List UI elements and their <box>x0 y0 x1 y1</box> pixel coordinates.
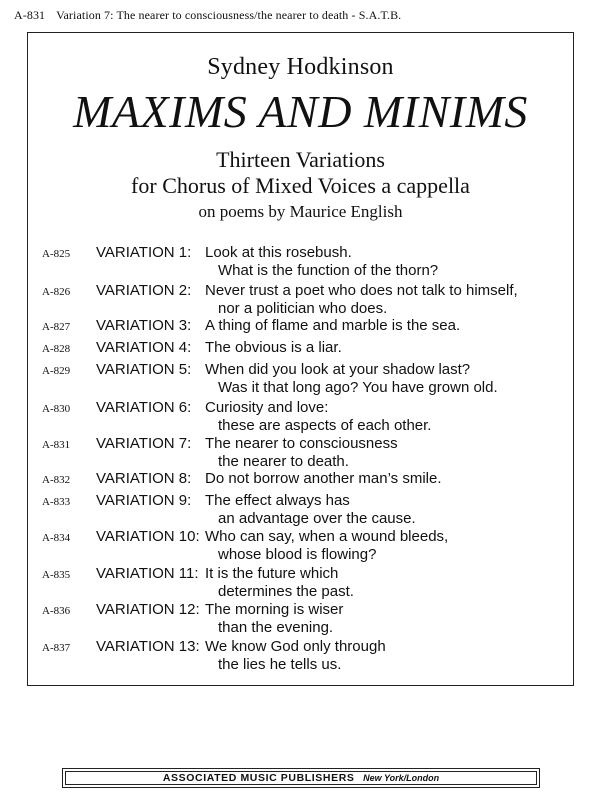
poet-credit: on poems by Maurice English <box>198 202 403 221</box>
variation-label: VARIATION 9: <box>96 492 192 509</box>
variation-text-line-1: We know God only through <box>205 638 386 655</box>
variation-label: VARIATION 8: <box>96 470 192 487</box>
variation-text-line-1: Who can say, when a wound bleeds, <box>205 528 449 545</box>
variation-label: VARIATION 7: <box>96 435 192 452</box>
work-title: MAXIMS AND MINIMS <box>73 86 528 137</box>
variation-label: VARIATION 12: <box>96 601 200 618</box>
variation-text-line-1: The obvious is a liar. <box>205 339 342 356</box>
catalog-code: A-834 <box>42 532 71 544</box>
catalog-code: A-830 <box>42 403 71 415</box>
catalog-code: A-825 <box>42 248 71 260</box>
variation-label: VARIATION 1: <box>96 244 192 261</box>
publisher-banner <box>62 768 540 788</box>
subtitle-line-1: Thirteen Variations <box>216 147 385 172</box>
catalog-code: A-837 <box>42 642 71 654</box>
page-header <box>14 8 584 23</box>
variation-text-line-2: Was it that long ago? You have grown old. <box>218 379 498 396</box>
variation-label: VARIATION 6: <box>96 399 192 416</box>
variation-label: VARIATION 3: <box>96 317 192 334</box>
variation-label: VARIATION 11: <box>96 565 199 582</box>
publisher-city: New York/London <box>363 773 440 783</box>
title-page-frame <box>27 32 574 686</box>
catalog-code: A-836 <box>42 605 71 617</box>
variation-label: VARIATION 10: <box>96 528 200 545</box>
variation-text-line-1: The nearer to consciousness <box>205 435 398 452</box>
catalog-code: A-828 <box>42 343 71 355</box>
variation-text-line-2: the lies he tells us. <box>218 656 342 673</box>
catalog-code: A-832 <box>42 474 71 486</box>
variation-text-line-2: than the evening. <box>218 619 334 636</box>
variation-text-line-2: these are aspects of each other. <box>218 417 432 434</box>
catalog-code: A-829 <box>42 365 71 377</box>
catalog-code: A-835 <box>42 569 71 581</box>
publisher-name: ASSOCIATED MUSIC PUBLISHERS <box>162 772 355 784</box>
variation-text-line-2: the nearer to death. <box>218 453 349 470</box>
variation-label: VARIATION 4: <box>96 339 192 356</box>
variation-text-line-1: The morning is wiser <box>205 601 344 618</box>
variation-text-line-2: determines the past. <box>218 583 354 600</box>
catalog-code: A-827 <box>42 321 71 333</box>
variation-text-line-2: an advantage over the cause. <box>218 510 416 527</box>
variation-text-line-1: Never trust a poet who does not talk to himself, <box>205 282 518 299</box>
catalog-code: A-831 <box>42 439 71 451</box>
catalog-code: A-833 <box>42 496 71 508</box>
variation-text-line-1: It is the future which <box>205 565 339 582</box>
catalog-code: A-826 <box>42 286 71 298</box>
subtitle-line-2: for Chorus of Mixed Voices a cappella <box>131 173 470 198</box>
variation-text-line-2: What is the function of the thorn? <box>218 262 439 279</box>
variation-text-line-1: A thing of flame and marble is the sea. <box>205 317 461 334</box>
variation-text-line-1: Curiosity and love: <box>205 399 329 416</box>
composer-name: Sydney Hodkinson <box>207 54 394 80</box>
variation-text-line-2: nor a politician who does. <box>218 300 388 317</box>
variation-text-line-1: The effect always has <box>205 492 350 509</box>
publisher-banner-inner <box>65 771 537 785</box>
variation-label: VARIATION 13: <box>96 638 200 655</box>
header-text: Variation 7: The nearer to consciousness/the nearer to death - S.A.T.B. <box>56 8 402 22</box>
variation-text-line-1: Do not borrow another man’s smile. <box>205 470 442 487</box>
header-code: A-831 <box>14 8 46 22</box>
variation-text-line-1: When did you look at your shadow last? <box>205 361 471 378</box>
variation-label: VARIATION 5: <box>96 361 192 378</box>
variation-label: VARIATION 2: <box>96 282 192 299</box>
variation-text-line-2: whose blood is flowing? <box>218 546 377 563</box>
variation-text-line-1: Look at this rosebush. <box>205 244 352 261</box>
